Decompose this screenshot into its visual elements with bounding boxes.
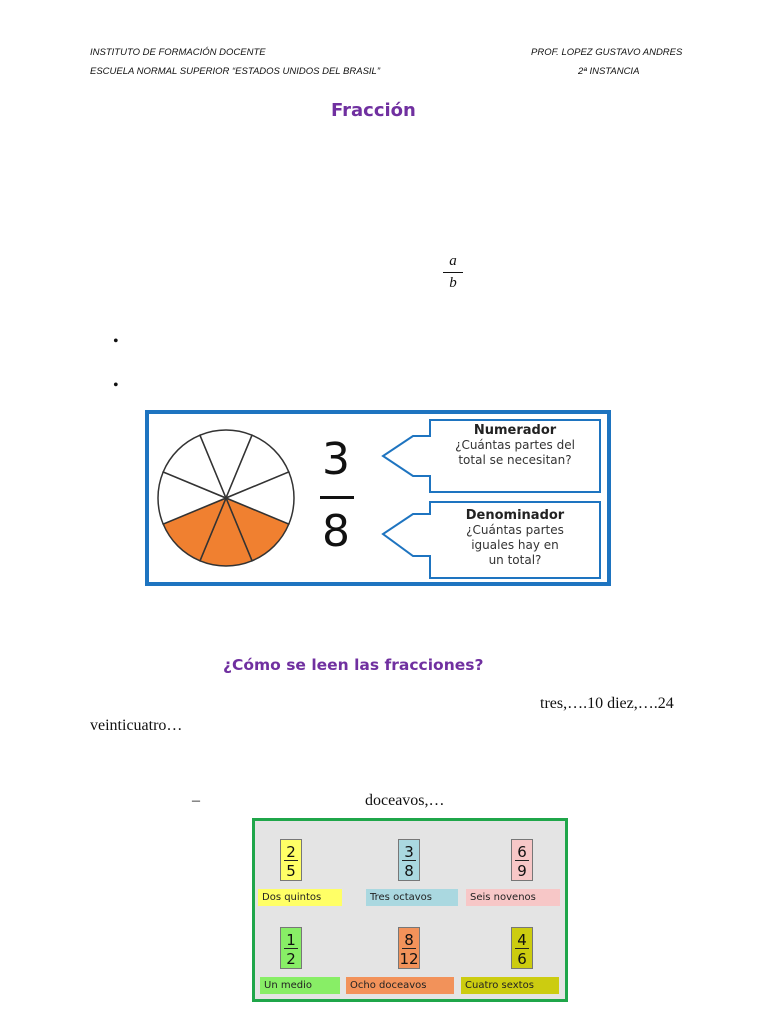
card-denominator: 6 bbox=[517, 950, 527, 968]
card-denominator: 8 bbox=[404, 862, 414, 880]
header-institute: INSTITUTO DE FORMACIÓN DOCENTE bbox=[90, 47, 266, 58]
card-numerator: 4 bbox=[517, 931, 527, 949]
card-bar bbox=[284, 860, 298, 861]
body-dash: – bbox=[192, 792, 200, 809]
denominator-box bbox=[431, 508, 599, 568]
denominator-text-2: iguales hay en bbox=[471, 538, 559, 552]
numerator-box bbox=[431, 423, 599, 468]
body-line-1: tres,….10 diez,….24 bbox=[540, 695, 674, 712]
infographic-fraction-bar bbox=[320, 496, 354, 499]
card-denominator: 5 bbox=[286, 862, 296, 880]
card-label: Seis novenos bbox=[466, 889, 560, 906]
fraction-parts-infographic bbox=[145, 410, 611, 586]
numerator-text-1: ¿Cuántas partes del bbox=[455, 438, 575, 452]
card-bar bbox=[284, 948, 298, 949]
bullet-1: • bbox=[113, 333, 119, 350]
header-instance: 2ª INSTANCIA bbox=[578, 66, 640, 77]
card-numerator: 8 bbox=[404, 931, 414, 949]
card-label: Dos quintos bbox=[258, 889, 342, 906]
page-title: Fracción bbox=[331, 100, 416, 121]
body-line-2: veinticuatro… bbox=[90, 717, 183, 734]
card-numerator: 6 bbox=[517, 843, 527, 861]
body-line-3: doceavos,… bbox=[365, 792, 445, 809]
card-bar bbox=[515, 948, 529, 949]
fraction-formula bbox=[443, 253, 463, 292]
formula-numerator: a bbox=[449, 253, 457, 269]
formula-denominator: b bbox=[449, 275, 457, 291]
pie-chart bbox=[155, 427, 297, 569]
denominator-title: Denominador bbox=[465, 508, 565, 523]
card-denominator: 2 bbox=[286, 950, 296, 968]
section-subtitle: ¿Cómo se leen las fracciones? bbox=[223, 656, 484, 674]
card-numerator: 1 bbox=[286, 931, 296, 949]
card-denominator: 9 bbox=[517, 862, 527, 880]
fraction-cards-panel bbox=[252, 818, 568, 1002]
bullet-2: • bbox=[113, 377, 119, 394]
numerator-text-2: total se necesitan? bbox=[458, 453, 572, 467]
fraction-card bbox=[398, 839, 420, 881]
card-numerator: 2 bbox=[286, 843, 296, 861]
fraction-card bbox=[511, 927, 533, 969]
card-bar bbox=[402, 948, 416, 949]
fraction-card bbox=[280, 839, 302, 881]
fraction-card bbox=[398, 927, 420, 969]
header-school: ESCUELA NORMAL SUPERIOR “ESTADOS UNIDOS DEL BRASIL” bbox=[90, 66, 380, 77]
header-professor: PROF. LOPEZ GUSTAVO ANDRES bbox=[531, 47, 683, 58]
denominator-text-1: ¿Cuántas partes bbox=[466, 523, 564, 537]
card-denominator: 12 bbox=[399, 950, 419, 968]
card-numerator: 3 bbox=[404, 843, 414, 861]
fraction-card bbox=[280, 927, 302, 969]
infographic-denominator: 8 bbox=[322, 506, 350, 557]
card-label: Un medio bbox=[260, 977, 340, 994]
infographic-numerator: 3 bbox=[322, 434, 350, 485]
card-bar bbox=[515, 860, 529, 861]
card-bar bbox=[402, 860, 416, 861]
card-label: Tres octavos bbox=[366, 889, 458, 906]
fraction-card bbox=[511, 839, 533, 881]
numerator-title: Numerador bbox=[473, 423, 557, 438]
card-label: Ocho doceavos bbox=[346, 977, 454, 994]
card-label: Cuatro sextos bbox=[461, 977, 559, 994]
denominator-text-3: un total? bbox=[488, 553, 542, 567]
formula-bar bbox=[443, 272, 463, 273]
